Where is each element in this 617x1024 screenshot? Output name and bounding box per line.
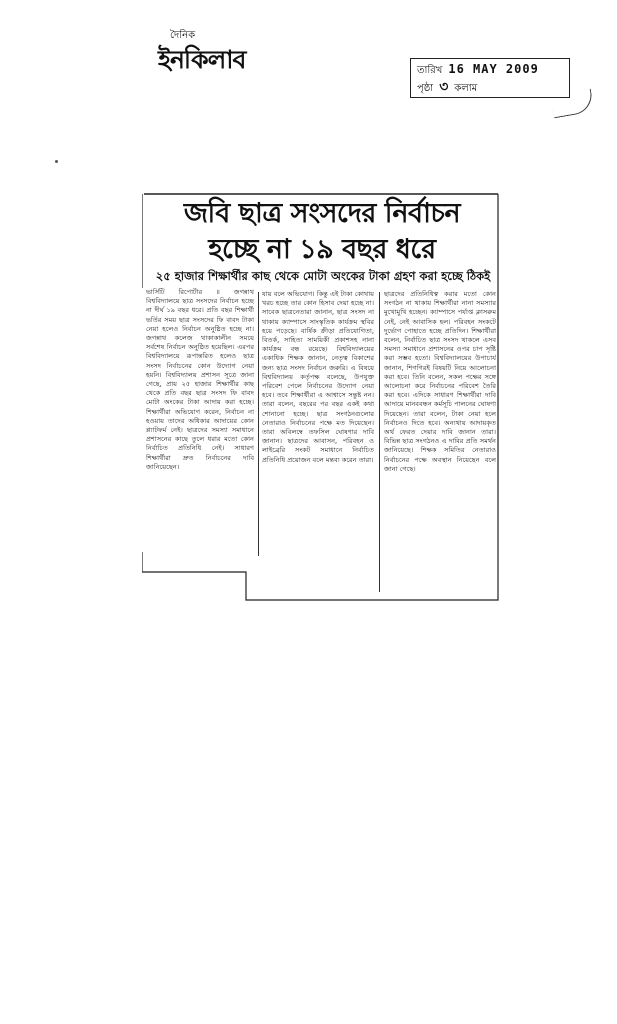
stamp-page-label: পৃষ্ঠা <box>417 83 434 94</box>
headline-line-2: হচ্ছে না ১৯ বছর ধরে <box>208 234 436 265</box>
article-column-1: ভার্সিটি রিপোর্টার ॥ জগন্নাথ বিশ্ববিদ্যালয়ে ছাত্র সংসদের নির্বাচন হচ্ছে না দীর্ঘ ১৯ বছর ধরে। প্রতি বছর শিক্ষার্থী ভর্তির সময় ছাত্র সংসদের ফি বাবদ টাকা নেয়া হলেও নির্বাচন অনুষ্ঠিত হচ্ছে না। জগন্নাথ কলেজ থাকাকালীন সময়ে সর্বশেষ নির্বাচন অনুষ্ঠিত হয়েছিল। এরপর বিশ্ববিদ্যালয়ে রূপান্তরিত হলেও ছাত্র সংসদ নির্বাচনের কোন উদ্যোগ নেয়া হয়নি। বিশ্ববিদ্যালয় প্রশাসন সূত্রে জানা গেছে, প্রায় ২৫ হাজার শিক্ষার্থীর কাছ থেকে প্রতি বছর ছাত্র সংসদ ফি বাবদ মোটা অংকের টাকা আদায় করা হচ্ছে। শিক্ষার্থীরা অভিযোগ করেন, নির্বাচন না হওয়ায় তাদের অধিকার আদায়ের কোন প্ল্যাটফর্ম নেই। ছাত্রদের সমস্যা সমাধানে প্রশাসনের কাছে তুলে ধরার মতো কোন নির্বাচিত প্রতিনিধি নেই। সাধারণ শিক্ষার্থীরা দ্রুত নির্বাচনের দাবি জানিয়েছেন। <box>146 288 254 471</box>
column-divider-1 <box>258 292 259 556</box>
stamp-date: 16 MAY 2009 <box>448 62 539 76</box>
article-subheadline: ২৫ হাজার শিক্ষার্থীর কাছ থেকে মোটা অংকের টাকা গ্রহণ করা হচ্ছে ঠিকই <box>155 269 491 283</box>
article-headline <box>142 196 502 268</box>
newspaper-masthead: ইনকিলাব <box>158 45 246 74</box>
stamp-page: ৩ <box>439 79 449 95</box>
stamp-column-label: কলাম <box>454 83 478 94</box>
article-column-3: ছাত্রদের প্রতিনিধিত্ব করার মতো কোন সংগঠন না থাকায় শিক্ষার্থীরা নানা সমস্যার মুখোমুখি হচ্ছেন। ক্যাম্পাসে পর্যাপ্ত ক্লাসরুম নেই, নেই আবাসিক হল। পরিবহন সংকটে দুর্ভোগ পোহাতে হচ্ছে প্রতিদিন। শিক্ষার্থীরা বলেন, নির্বাচিত ছাত্র সংসদ থাকলে এসব সমস্যা সমাধানে প্রশাসনের ওপর চাপ সৃষ্টি করা সম্ভব হতো। বিশ্ববিদ্যালয়ের উপাচার্য জানান, শিগগিরই বিষয়টি নিয়ে আলোচনা করা হবে। তিনি বলেন, সকল পক্ষের সঙ্গে আলোচনা করে নির্বাচনের পরিবেশ তৈরি করা হবে। এদিকে সাধারণ শিক্ষার্থীরা দাবি আদায়ে মানববন্ধন কর্মসূচি পালনের ঘোষণা দিয়েছেন। তারা বলেন, টাকা নেয়া হলে নির্বাচনও দিতে হবে। অন্যথায় আদায়কৃত অর্থ ফেরত দেয়ার দাবি জানান তারা। বিভিন্ন ছাত্র সংগঠনও এ দাবির প্রতি সমর্থন জানিয়েছে। শিক্ষক সমিতির নেতারাও নির্বাচনের পক্ষে অবস্থান নিয়েছেন বলে জানা গেছে। <box>384 290 496 473</box>
date-stamp <box>410 58 570 98</box>
masthead-small-label: দৈনিক <box>170 30 196 41</box>
article-column-2: যায় বলে অভিযোগ। কিন্তু এই টাকা কোথায় খরচ হচ্ছে তার কোন হিসাব দেয়া হচ্ছে না। সাবেক ছাত্রনেতারা জানান, ছাত্র সংসদ না থাকায় ক্যাম্পাসে সাংস্কৃতিক কার্যক্রম স্থবির হয়ে পড়েছে। বার্ষিক ক্রীড়া প্রতিযোগিতা, বিতর্ক, সাহিত্য সাময়িকী প্রকাশসহ নানা কার্যক্রম বন্ধ রয়েছে। বিশ্ববিদ্যালয়ের একাধিক শিক্ষক জানান, নেতৃত্ব বিকাশের জন্য ছাত্র সংসদ নির্বাচন জরুরি। এ বিষয়ে বিশ্ববিদ্যালয় কর্তৃপক্ষ বলেছে, উপযুক্ত পরিবেশ পেলে নির্বাচনের উদ্যোগ নেয়া হবে। তবে শিক্ষার্থীরা এ আশ্বাসে সন্তুষ্ট নন। তারা বলেন, বছরের পর বছর একই কথা শোনানো হচ্ছে। ছাত্র সংগঠনগুলোর নেতারাও নির্বাচনের পক্ষে মত দিয়েছেন। তারা অবিলম্বে তফসিল ঘোষণার দাবি জানান। ছাত্রদের আবাসন, পরিবহন ও লাইব্রেরি সংকট সমাধানে নির্বাচিত প্রতিনিধি প্রয়োজন বলে মন্তব্য করেন তারা। <box>262 290 374 464</box>
scan-speck <box>55 160 58 163</box>
stamp-date-label: তারিখ <box>417 65 443 76</box>
headline-line-1: জবি ছাত্র সংসদের নির্বাচন <box>183 198 461 229</box>
column-divider-2 <box>379 292 380 592</box>
